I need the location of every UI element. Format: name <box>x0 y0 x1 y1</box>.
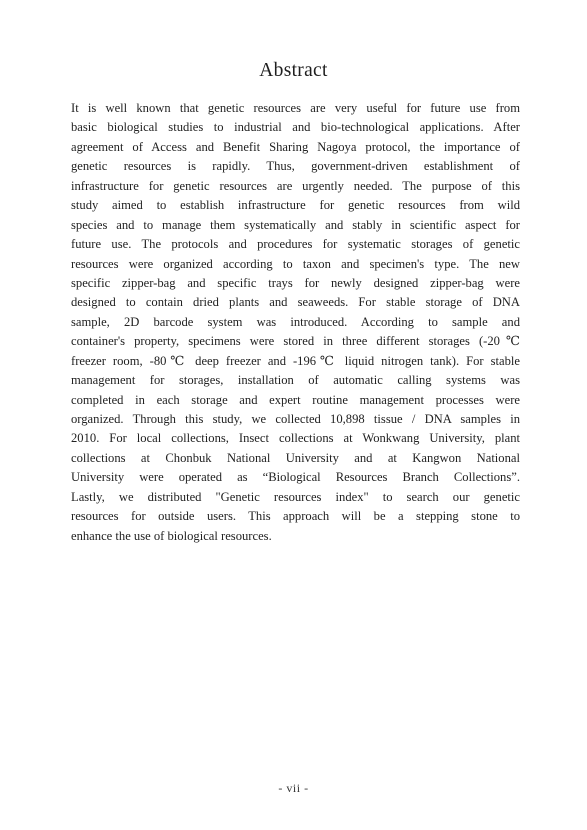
abstract-line: enhance the use of biological resources. <box>71 528 272 543</box>
abstract-line: container's property, specimens were stored in three different storages (-20℃ <box>71 334 520 349</box>
abstract-line: collections at Chonbuk National University and at Kangwon National <box>71 450 520 465</box>
abstract-line: resources for outside users. This approach will be a stepping stone to <box>71 509 520 524</box>
abstract-line: 2010. For local collections, Insect collections at Wonkwang University, plant <box>71 431 520 446</box>
abstract-line: genetic resources is rapidly. Thus, government-driven establishment of <box>71 159 520 174</box>
abstract-line: study aimed to establish infrastructure for genetic resources from wild <box>71 198 520 213</box>
abstract-line: management for storages, installation of automatic calling systems was <box>71 373 520 388</box>
abstract-line: future use. The protocols and procedures for systematic storages of genetic <box>71 237 520 252</box>
abstract-line: resources were organized according to taxon and specimen's type. The new <box>71 256 520 271</box>
abstract-line: agreement of Access and Benefit Sharing Nagoya protocol, the importance of <box>71 139 520 154</box>
abstract-line: designed to contain dried plants and seaweeds. For stable storage of DNA <box>71 295 520 310</box>
abstract-body <box>71 99 520 546</box>
abstract-line: organized. Through this study, we collected 10,898 tissue / DNA samples in <box>71 412 520 426</box>
abstract-line: freezer room, -80℃ deep freezer and -196℃ liquid nitrogen tank). For stable <box>71 353 520 368</box>
abstract-line: infrastructure for genetic resources are urgently needed. The purpose of this <box>71 178 520 193</box>
abstract-line: species and to manage them systematically and stably in scientific aspect for <box>71 217 520 232</box>
abstract-line: specific zipper-bag and specific trays for newly designed zipper-bag were <box>71 275 520 290</box>
abstract-line: basic biological studies to industrial and bio-technological applications. After <box>71 120 520 135</box>
abstract-title: Abstract <box>259 60 328 81</box>
abstract-line: sample, 2D barcode system was introduced. According to sample and <box>71 314 520 329</box>
page-number: - vii - <box>278 781 309 795</box>
abstract-line: University were operated as “Biological Resources Branch Collections”. <box>71 470 520 485</box>
abstract-line: completed in each storage and expert routine management processes were <box>71 392 520 407</box>
abstract-line: Lastly, we distributed "Genetic resources index" to search our genetic <box>71 489 520 504</box>
abstract-line: It is well known that genetic resources are very useful for future use from <box>71 101 520 115</box>
